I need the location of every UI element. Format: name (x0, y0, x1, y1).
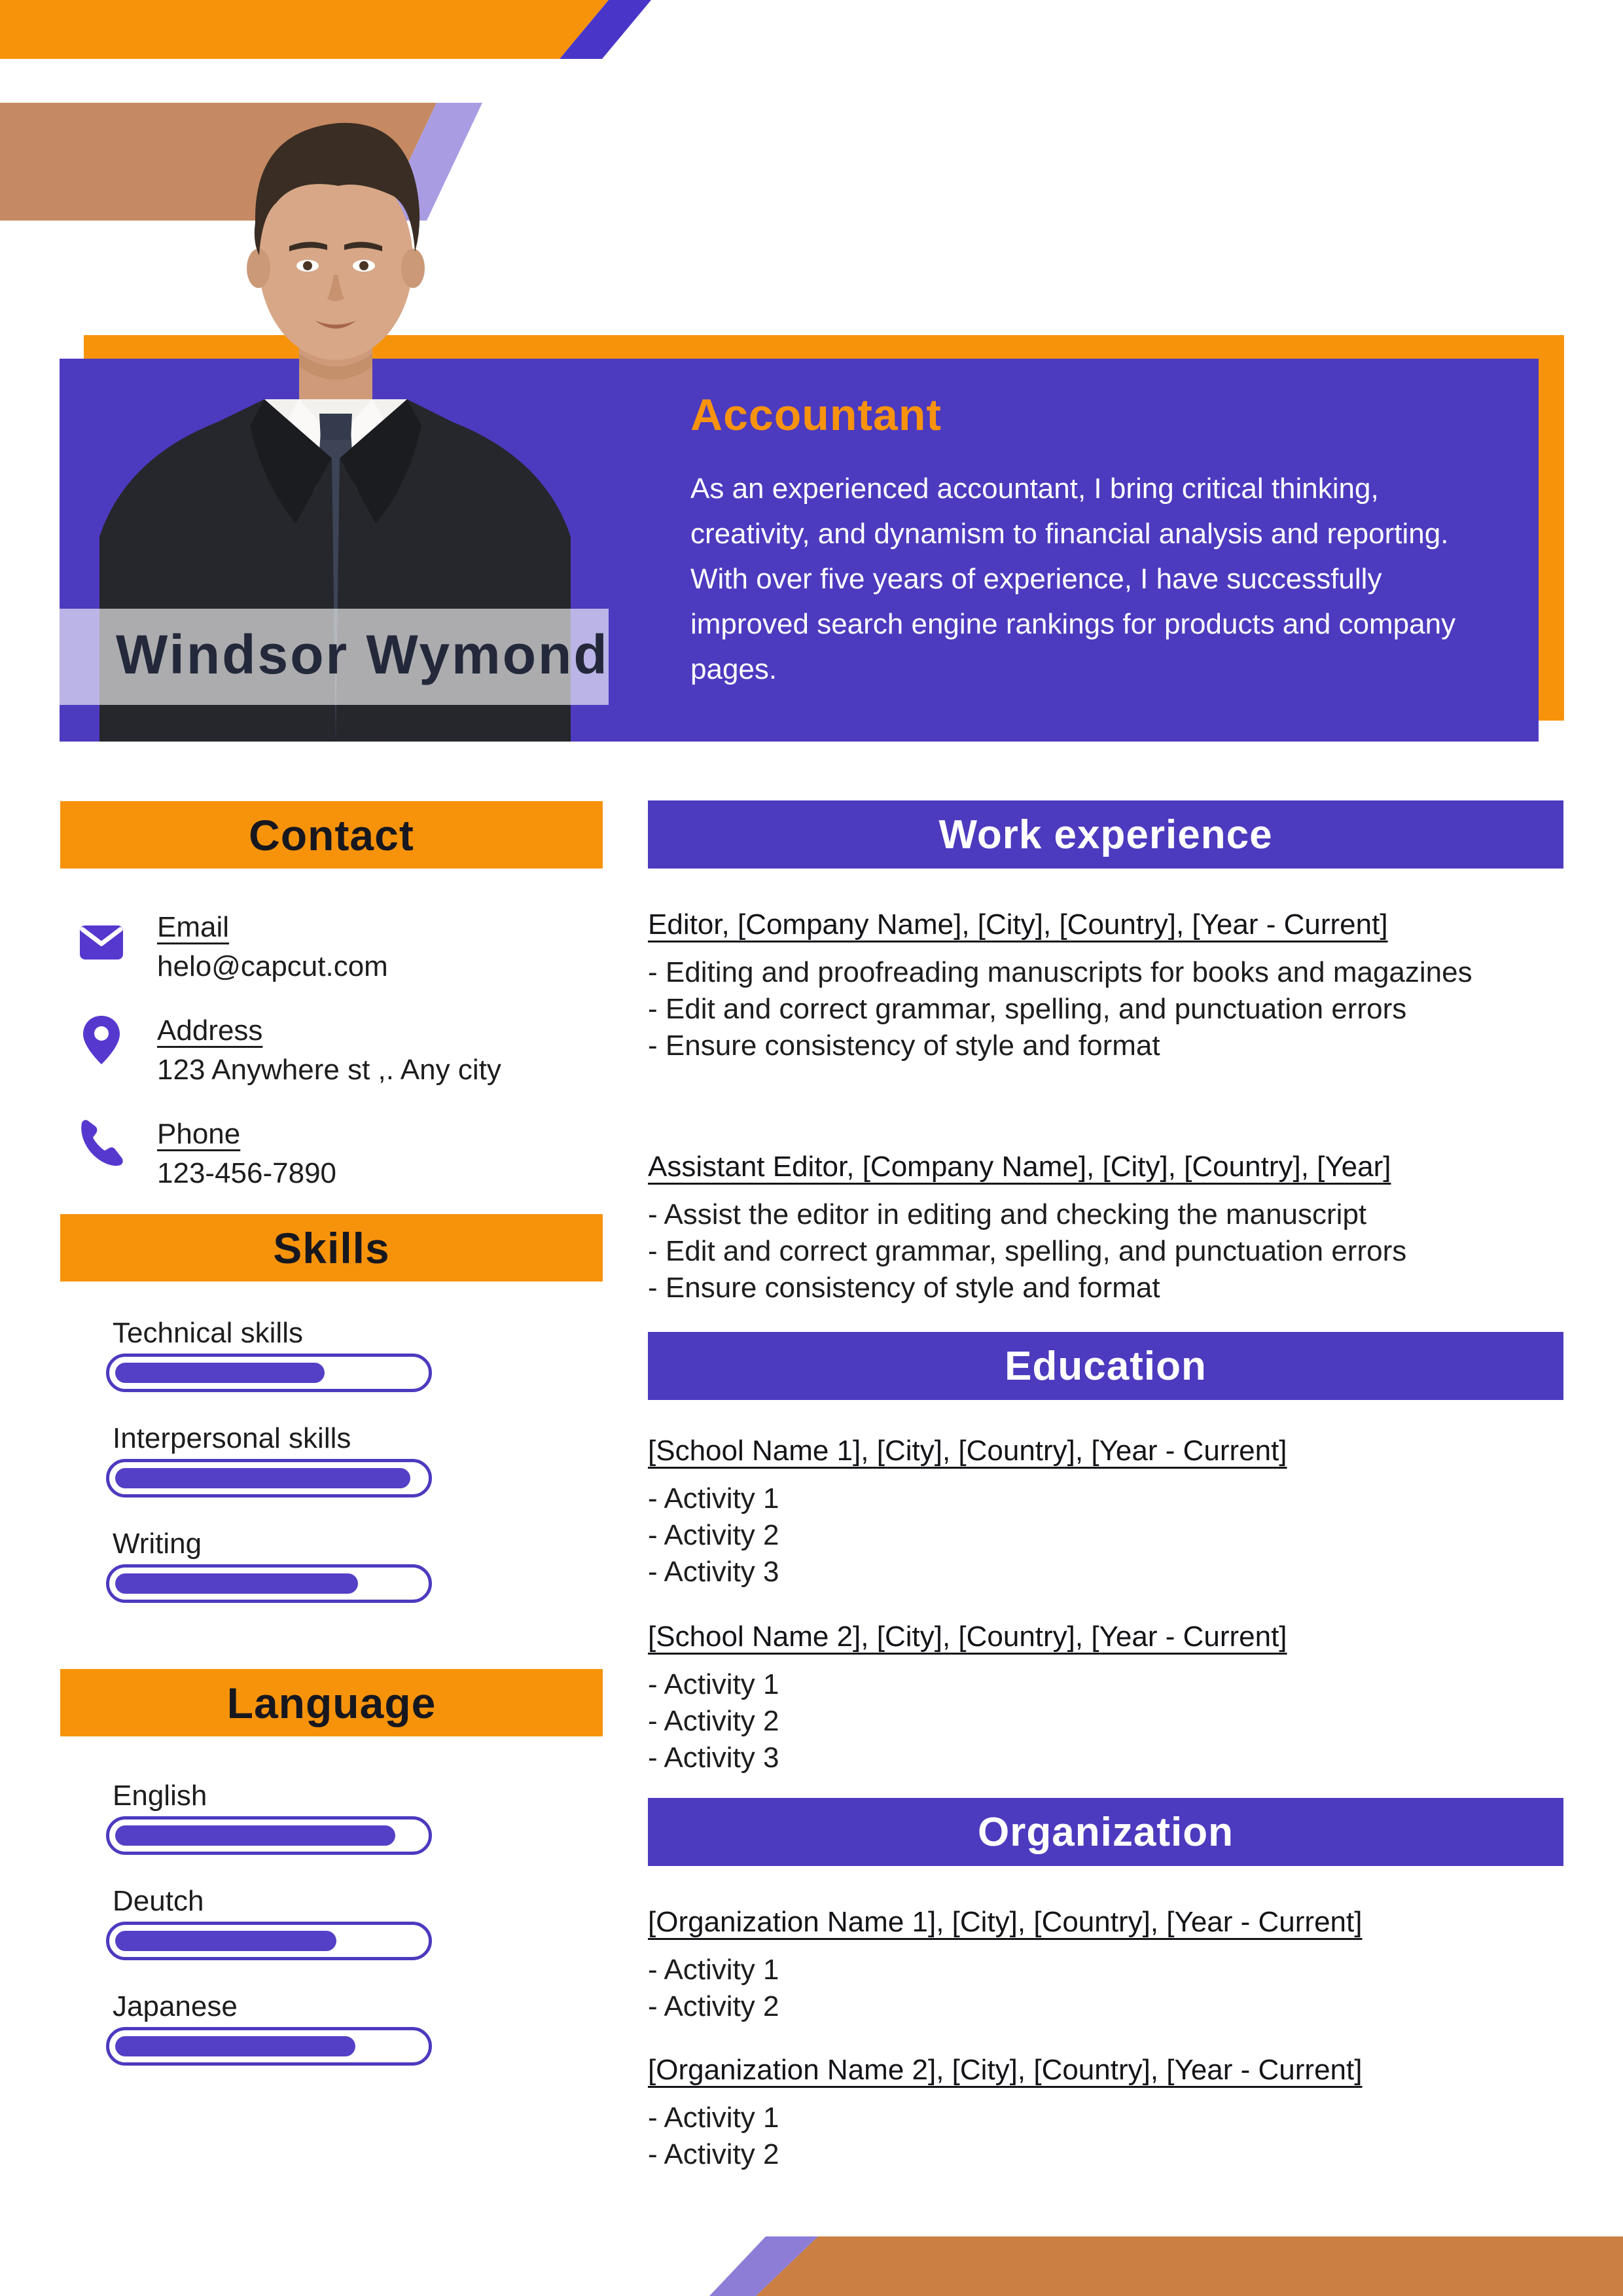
organization-entry-bullets (648, 1952, 1584, 2025)
bullet-line: - Editing and proofreading manuscripts for books and magazines (648, 956, 1472, 988)
phone-icon (79, 1117, 124, 1169)
bullet-line: - Activity 1 (648, 1482, 779, 1515)
location-pin-icon (79, 1013, 124, 1066)
education-entry-bullets (648, 1666, 1584, 1776)
bullet-line: - Edit and correct grammar, spelling, and punctuation errors (648, 993, 1407, 1025)
work-section-header (648, 800, 1563, 869)
skill-progress-fill (115, 1363, 325, 1383)
organization-entry-title: [Organization Name 2], [City], [Country], [Year - Current] (648, 2054, 1363, 2086)
contact-label: Address (157, 1014, 263, 1047)
skill-label: Interpersonal skills (113, 1422, 351, 1454)
language-label: Japanese (113, 1990, 238, 2022)
language-progress-fill (115, 1931, 336, 1951)
work-entry-bullets (648, 1196, 1584, 1306)
work-entry-bullets (648, 954, 1584, 1064)
language-progress-fill (115, 2036, 355, 2056)
envelope-icon (79, 916, 124, 969)
education-entry-title: [School Name 1], [City], [Country], [Year - Current] (648, 1435, 1287, 1467)
contact-section-header (60, 801, 603, 869)
education-entry-bullets (648, 1480, 1584, 1590)
contact-value: 123 Anywhere st ,. Any city (157, 1054, 501, 1086)
bullet-line: - Activity 2 (648, 1990, 779, 2022)
work-entry-title: Editor, [Company Name], [City], [Country], [Year - Current] (648, 908, 1388, 941)
work-heading: Work experience (938, 812, 1273, 857)
skill-progressbar (106, 1564, 432, 1603)
job-title: Accountant (690, 390, 942, 440)
bullet-line: - Activity 2 (648, 1519, 779, 1551)
person-name: Windsor Wymond (116, 624, 609, 685)
skill-progress-fill (115, 1573, 358, 1594)
organization-heading: Organization (978, 1809, 1234, 1855)
education-heading: Education (1005, 1343, 1207, 1389)
bullet-line: - Edit and correct grammar, spelling, and punctuation errors (648, 1235, 1407, 1267)
bullet-line: - Activity 2 (648, 2138, 779, 2170)
organization-section-header (648, 1798, 1563, 1866)
contact-value[interactable]: helo@capcut.com (157, 950, 388, 982)
bullet-line: - Activity 2 (648, 1705, 779, 1737)
bullet-line: - Activity 3 (648, 1556, 779, 1588)
skills-heading: Skills (273, 1223, 390, 1272)
language-label: Deutch (113, 1885, 204, 1917)
education-entry-title: [School Name 2], [City], [Country], [Year - Current] (648, 1621, 1287, 1653)
bullet-line: - Activity 1 (648, 2102, 779, 2134)
contact-heading: Contact (249, 810, 414, 859)
bullet-line: - Assist the editor in editing and checking the manuscript (648, 1198, 1367, 1230)
organization-entry-bullets (648, 2100, 1584, 2173)
skill-progressbar (106, 1354, 432, 1392)
language-heading: Language (226, 1678, 437, 1727)
skill-progressbar (106, 1459, 432, 1498)
skills-section-header (60, 1214, 603, 1282)
skill-label: Writing (113, 1528, 202, 1560)
language-progressbar (106, 2027, 432, 2066)
skill-progress-fill (115, 1468, 410, 1488)
work-entry-title: Assistant Editor, [Company Name], [City], [Country], [Year] (648, 1151, 1391, 1183)
language-progress-fill (115, 1825, 395, 1846)
language-label: English (113, 1780, 207, 1812)
education-section-header (648, 1332, 1563, 1400)
language-progressbar (106, 1922, 432, 1960)
contact-label: Email (157, 911, 230, 943)
contact-value: 123-456-7890 (157, 1157, 337, 1189)
profile-summary: As an experienced accountant, I bring critical thinking, creativity, and dynamism to financial analysis and reporting. With over five years of experience, I have successfully improved search engine rankings for products and company pages. (690, 473, 1456, 685)
bullet-line: - Ensure consistency of style and format (648, 1272, 1160, 1304)
contact-label: Phone (157, 1118, 241, 1150)
organization-entry-title: [Organization Name 1], [City], [Country], [Year - Current] (648, 1906, 1363, 1938)
footer-orange-band (709, 2236, 1623, 2296)
bullet-line: - Activity 1 (648, 1954, 779, 1986)
bullet-line: - Activity 3 (648, 1742, 779, 1774)
skill-label: Technical skills (113, 1317, 303, 1349)
language-progressbar (106, 1816, 432, 1855)
language-section-header (60, 1669, 603, 1736)
bullet-line: - Ensure consistency of style and format (648, 1030, 1160, 1062)
bullet-line: - Activity 1 (648, 1668, 779, 1700)
top-orange-band (0, 0, 609, 59)
